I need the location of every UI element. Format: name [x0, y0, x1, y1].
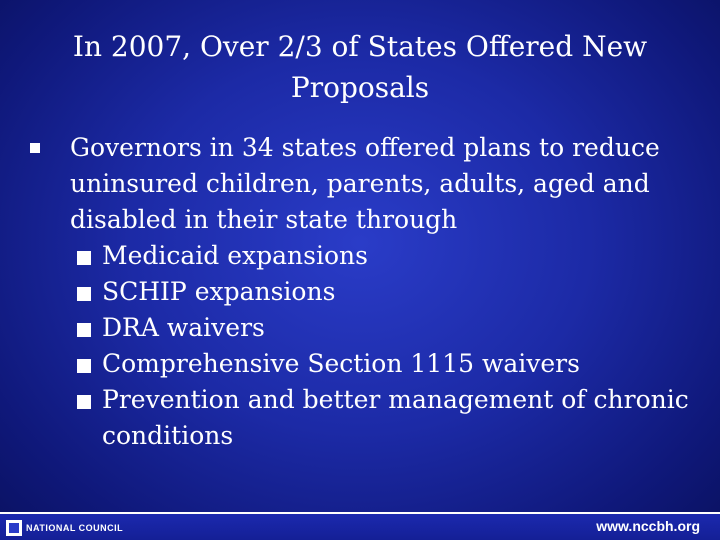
sub-bullet-list: [70, 238, 710, 454]
bullet-square-icon: [77, 287, 91, 301]
bullet-square-icon: [77, 323, 91, 337]
sub-bullet-text: Medicaid expansions: [102, 241, 368, 270]
bullet-list: [30, 130, 710, 454]
footer-bar: [0, 512, 720, 540]
bullet-square-icon: [30, 143, 40, 153]
sub-bullet-text: Comprehensive Section 1115 waivers: [102, 349, 580, 378]
sub-bullet: [70, 382, 710, 454]
main-bullet-text: Governors in 34 states offered plans to reduce uninsured children, parents, adults, aged and disabled in their state through: [70, 133, 660, 234]
bullet-square-icon: [77, 359, 91, 373]
footer-url: www.nccbh.org: [596, 518, 700, 534]
sub-bullet: [70, 346, 710, 382]
bullet-square-icon: [77, 251, 91, 265]
slide-title: In 2007, Over 2/3 of States Offered New Proposals: [72, 30, 648, 104]
sub-bullet-text: Prevention and better management of chronic conditions: [102, 385, 689, 450]
sub-bullet: [70, 274, 710, 310]
logo-text: NATIONAL COUNCIL: [26, 523, 124, 533]
sub-bullet: [70, 238, 710, 274]
bullet-square-icon: [77, 395, 91, 409]
sub-bullet-text: SCHIP expansions: [102, 277, 336, 306]
sub-bullet: [70, 310, 710, 346]
logo-icon: [6, 520, 22, 536]
sub-bullet-text: DRA waivers: [102, 313, 265, 342]
footer-divider: [0, 512, 720, 514]
main-bullet: [30, 130, 710, 454]
national-council-logo: [6, 518, 123, 538]
